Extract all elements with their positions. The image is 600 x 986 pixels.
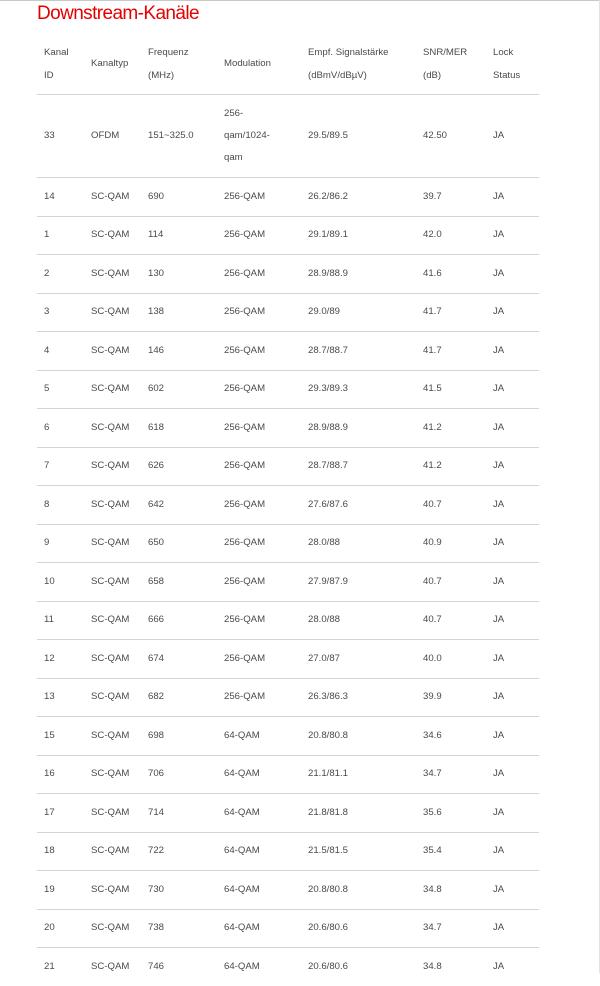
cell-lock-status: JA <box>486 601 539 640</box>
cell-signalstaerke: 21.8/81.8 <box>301 794 416 833</box>
cell-frequenz: 698 <box>141 717 217 756</box>
cell-signalstaerke: 28.9/88.9 <box>301 409 416 448</box>
cell-kanaltyp: SC-QAM <box>84 832 141 871</box>
cell-kanal-id: 7 <box>37 447 84 486</box>
cell-kanaltyp: SC-QAM <box>84 255 141 294</box>
cell-kanaltyp: SC-QAM <box>84 332 141 371</box>
cell-frequenz: 706 <box>141 755 217 794</box>
table-row <box>37 832 539 871</box>
table-row <box>37 216 539 255</box>
cell-modulation: 64-QAM <box>217 794 301 833</box>
cell-modulation: 256-QAM <box>217 370 301 409</box>
cell-snr-mer: 42.50 <box>416 95 486 178</box>
table-row <box>37 524 539 563</box>
cell-kanaltyp: SC-QAM <box>84 717 141 756</box>
cell-frequenz: 114 <box>141 216 217 255</box>
cell-modulation: 256-QAM <box>217 447 301 486</box>
cell-kanal-id: 10 <box>37 563 84 602</box>
cell-lock-status: JA <box>486 794 539 833</box>
cell-kanal-id: 12 <box>37 640 84 679</box>
cell-snr-mer: 35.4 <box>416 832 486 871</box>
cell-modulation: 256-QAM <box>217 332 301 371</box>
cell-lock-status: JA <box>486 563 539 602</box>
cell-snr-mer: 41.7 <box>416 293 486 332</box>
cell-signalstaerke: 20.6/80.6 <box>301 909 416 948</box>
cell-signalstaerke: 20.8/80.8 <box>301 871 416 910</box>
section-title: Downstream-Kanäle <box>37 3 199 24</box>
table-row <box>37 678 539 717</box>
cell-signalstaerke: 29.5/89.5 <box>301 95 416 178</box>
table-row <box>37 717 539 756</box>
cell-signalstaerke: 21.1/81.1 <box>301 755 416 794</box>
cell-frequenz: 714 <box>141 794 217 833</box>
cell-lock-status: JA <box>486 678 539 717</box>
cell-lock-status: JA <box>486 486 539 525</box>
cell-lock-status: JA <box>486 755 539 794</box>
cell-modulation: 256-QAM <box>217 178 301 217</box>
cell-signalstaerke: 28.0/88 <box>301 524 416 563</box>
header-lock-status: Lock Status <box>486 35 539 95</box>
cell-frequenz: 730 <box>141 871 217 910</box>
table-row <box>37 563 539 602</box>
cell-kanaltyp: SC-QAM <box>84 216 141 255</box>
cell-modulation: 256-QAM <box>217 409 301 448</box>
table-body <box>37 95 539 986</box>
cell-lock-status: JA <box>486 909 539 948</box>
top-divider <box>0 0 600 1</box>
table-row <box>37 794 539 833</box>
cell-snr-mer: 39.7 <box>416 178 486 217</box>
cell-signalstaerke: 20.8/80.8 <box>301 717 416 756</box>
cell-signalstaerke: 27.0/87 <box>301 640 416 679</box>
cell-frequenz: 650 <box>141 524 217 563</box>
cell-snr-mer: 41.6 <box>416 255 486 294</box>
cell-snr-mer: 40.7 <box>416 601 486 640</box>
cell-kanal-id: 33 <box>37 95 84 178</box>
cell-kanal-id: 2 <box>37 255 84 294</box>
cell-signalstaerke: 26.2/86.2 <box>301 178 416 217</box>
cell-signalstaerke: 28.9/88.9 <box>301 255 416 294</box>
cell-modulation: 256-QAM <box>217 255 301 294</box>
cell-lock-status: JA <box>486 524 539 563</box>
cell-kanal-id: 1 <box>37 216 84 255</box>
cell-kanal-id: 19 <box>37 871 84 910</box>
cell-snr-mer: 34.7 <box>416 909 486 948</box>
table-row <box>37 486 539 525</box>
cell-modulation: 256-QAM <box>217 601 301 640</box>
cell-lock-status: JA <box>486 95 539 178</box>
cell-kanal-id: 8 <box>37 486 84 525</box>
table-header-row <box>37 35 539 95</box>
cell-kanal-id: 18 <box>37 832 84 871</box>
cell-kanaltyp: SC-QAM <box>84 370 141 409</box>
cell-kanaltyp: SC-QAM <box>84 409 141 448</box>
table-row <box>37 948 539 986</box>
cell-modulation: 256-QAM <box>217 678 301 717</box>
cell-snr-mer: 34.8 <box>423 960 442 972</box>
cell-lock-status: JA <box>486 293 539 332</box>
cell-frequenz: 138 <box>141 293 217 332</box>
table-row <box>37 871 539 910</box>
cell-kanal-id: 5 <box>37 370 84 409</box>
cell-kanal-id: 14 <box>37 178 84 217</box>
table-row <box>37 293 539 332</box>
cell-kanaltyp: SC-QAM <box>84 601 141 640</box>
cell-frequenz: 690 <box>141 178 217 217</box>
cell-modulation: 256-QAM <box>217 563 301 602</box>
table-row <box>37 95 539 178</box>
cell-signalstaerke: 28.7/88.7 <box>301 447 416 486</box>
cell-frequenz: 130 <box>141 255 217 294</box>
cell-modulation: 256-QAM <box>217 486 301 525</box>
table-row <box>37 755 539 794</box>
cell-frequenz: 626 <box>141 447 217 486</box>
cell-signalstaerke: 28.7/88.7 <box>301 332 416 371</box>
cell-modulation: 64-QAM <box>217 871 301 910</box>
cell-kanaltyp: SC-QAM <box>84 486 141 525</box>
cell-frequenz: 658 <box>141 563 217 602</box>
cell-kanaltyp: SC-QAM <box>84 678 141 717</box>
cell-kanaltyp: SC-QAM <box>84 524 141 563</box>
cell-frequenz: 642 <box>141 486 217 525</box>
cell-lock-status: JA <box>486 255 539 294</box>
cell-signalstaerke: 29.1/89.1 <box>301 216 416 255</box>
cell-lock-status: JA <box>486 332 539 371</box>
cell-lock-status: JA <box>486 871 539 910</box>
cell-signalstaerke: 29.3/89.3 <box>301 370 416 409</box>
cell-kanaltyp: SC-QAM <box>84 871 141 910</box>
cell-snr-mer: 35.6 <box>416 794 486 833</box>
cell-snr-mer: 40.9 <box>416 524 486 563</box>
table-row <box>37 255 539 294</box>
cell-frequenz: 738 <box>141 909 217 948</box>
cell-kanal-id: 20 <box>37 909 84 948</box>
cell-frequenz: 151~325.0 <box>141 95 217 178</box>
cell-lock-status: JA <box>486 640 539 679</box>
cell-signalstaerke: 28.0/88 <box>301 601 416 640</box>
table-row <box>37 447 539 486</box>
downstream-channels-table <box>37 35 539 986</box>
cell-snr-mer: 39.9 <box>416 678 486 717</box>
cell-frequenz: 674 <box>141 640 217 679</box>
cell-signalstaerke: 26.3/86.3 <box>301 678 416 717</box>
table-row <box>37 601 539 640</box>
cell-signalstaerke: 21.5/81.5 <box>301 832 416 871</box>
cell-frequenz: 146 <box>141 332 217 371</box>
cell-snr-mer: 34.6 <box>416 717 486 756</box>
cell-kanaltyp: SC-QAM <box>84 794 141 833</box>
cell-snr-mer: 40.0 <box>416 640 486 679</box>
cell-snr-mer: 34.7 <box>416 755 486 794</box>
cell-frequenz: 666 <box>141 601 217 640</box>
cell-snr-mer: 40.7 <box>416 486 486 525</box>
cell-kanaltyp: SC-QAM <box>84 909 141 948</box>
header-modulation: Modulation <box>217 35 301 95</box>
table-row <box>37 370 539 409</box>
table-row <box>37 332 539 371</box>
cell-modulation: 256-QAM <box>217 524 301 563</box>
cell-kanal-id: 11 <box>37 601 84 640</box>
cell-kanaltyp: SC-QAM <box>84 563 141 602</box>
cell-kanal-id: 6 <box>37 409 84 448</box>
cell-kanal-id: 13 <box>37 678 84 717</box>
cell-kanaltyp: SC-QAM <box>84 293 141 332</box>
cell-frequenz: 722 <box>141 832 217 871</box>
cell-lock-status: JA <box>486 370 539 409</box>
cell-lock-status: JA <box>486 216 539 255</box>
cell-snr-mer: 41.7 <box>416 332 486 371</box>
cell-lock-status: JA <box>486 409 539 448</box>
cell-modulation: 64-QAM <box>217 717 301 756</box>
cell-modulation: 256-QAM <box>217 640 301 679</box>
cell-lock-status: JA <box>486 717 539 756</box>
table-row <box>37 409 539 448</box>
cell-modulation: 256-QAM <box>217 216 301 255</box>
cell-kanal-id: 17 <box>37 794 84 833</box>
cell-kanal-id: 4 <box>37 332 84 371</box>
header-snr-mer: SNR/MER (dB) <box>416 35 486 95</box>
cell-signalstaerke: 20.6/80.6 <box>308 960 349 972</box>
cell-frequenz: 746 <box>148 960 165 972</box>
cell-snr-mer: 41.2 <box>416 447 486 486</box>
cell-lock-status: JA <box>486 832 539 871</box>
cell-kanal-id: 16 <box>37 755 84 794</box>
cell-kanal-id: 15 <box>37 717 84 756</box>
cell-modulation: 256-QAM <box>217 293 301 332</box>
cell-kanaltyp: SC-QAM <box>84 447 141 486</box>
table-row <box>37 640 539 679</box>
cell-kanaltyp: SC-QAM <box>91 960 130 972</box>
cell-kanal-id: 9 <box>37 524 84 563</box>
cell-frequenz: 618 <box>141 409 217 448</box>
table-row <box>37 178 539 217</box>
cell-lock-status: JA <box>493 960 505 972</box>
header-kanal-id: Kanal ID <box>37 35 84 95</box>
cell-snr-mer: 41.5 <box>416 370 486 409</box>
cell-frequenz: 682 <box>141 678 217 717</box>
cell-snr-mer: 40.7 <box>416 563 486 602</box>
cell-modulation: 64-QAM <box>217 832 301 871</box>
cell-snr-mer: 34.8 <box>416 871 486 910</box>
cell-kanaltyp: SC-QAM <box>84 178 141 217</box>
cell-signalstaerke: 27.9/87.9 <box>301 563 416 602</box>
cell-kanaltyp: OFDM <box>84 95 141 178</box>
cell-lock-status: JA <box>486 447 539 486</box>
header-kanaltyp: Kanaltyp <box>84 35 141 95</box>
cell-lock-status: JA <box>486 178 539 217</box>
cell-signalstaerke: 29.0/89 <box>301 293 416 332</box>
cell-frequenz: 602 <box>141 370 217 409</box>
cell-modulation: 64-QAM <box>217 755 301 794</box>
cell-snr-mer: 42.0 <box>416 216 486 255</box>
cell-kanal-id: 21 <box>44 960 55 972</box>
header-frequenz: Frequenz (MHz) <box>141 35 217 95</box>
header-signalstaerke: Empf. Signalstärke (dBmV/dBµV) <box>301 35 416 95</box>
table-row <box>37 909 539 948</box>
cell-signalstaerke: 27.6/87.6 <box>301 486 416 525</box>
cell-modulation: 64-QAM <box>217 909 301 948</box>
cell-kanaltyp: SC-QAM <box>84 755 141 794</box>
cell-kanal-id: 3 <box>37 293 84 332</box>
cell-modulation: 64-QAM <box>224 960 260 972</box>
cell-modulation: 256- qam/1024- qam <box>217 95 301 178</box>
cell-kanaltyp: SC-QAM <box>84 640 141 679</box>
cell-snr-mer: 41.2 <box>416 409 486 448</box>
